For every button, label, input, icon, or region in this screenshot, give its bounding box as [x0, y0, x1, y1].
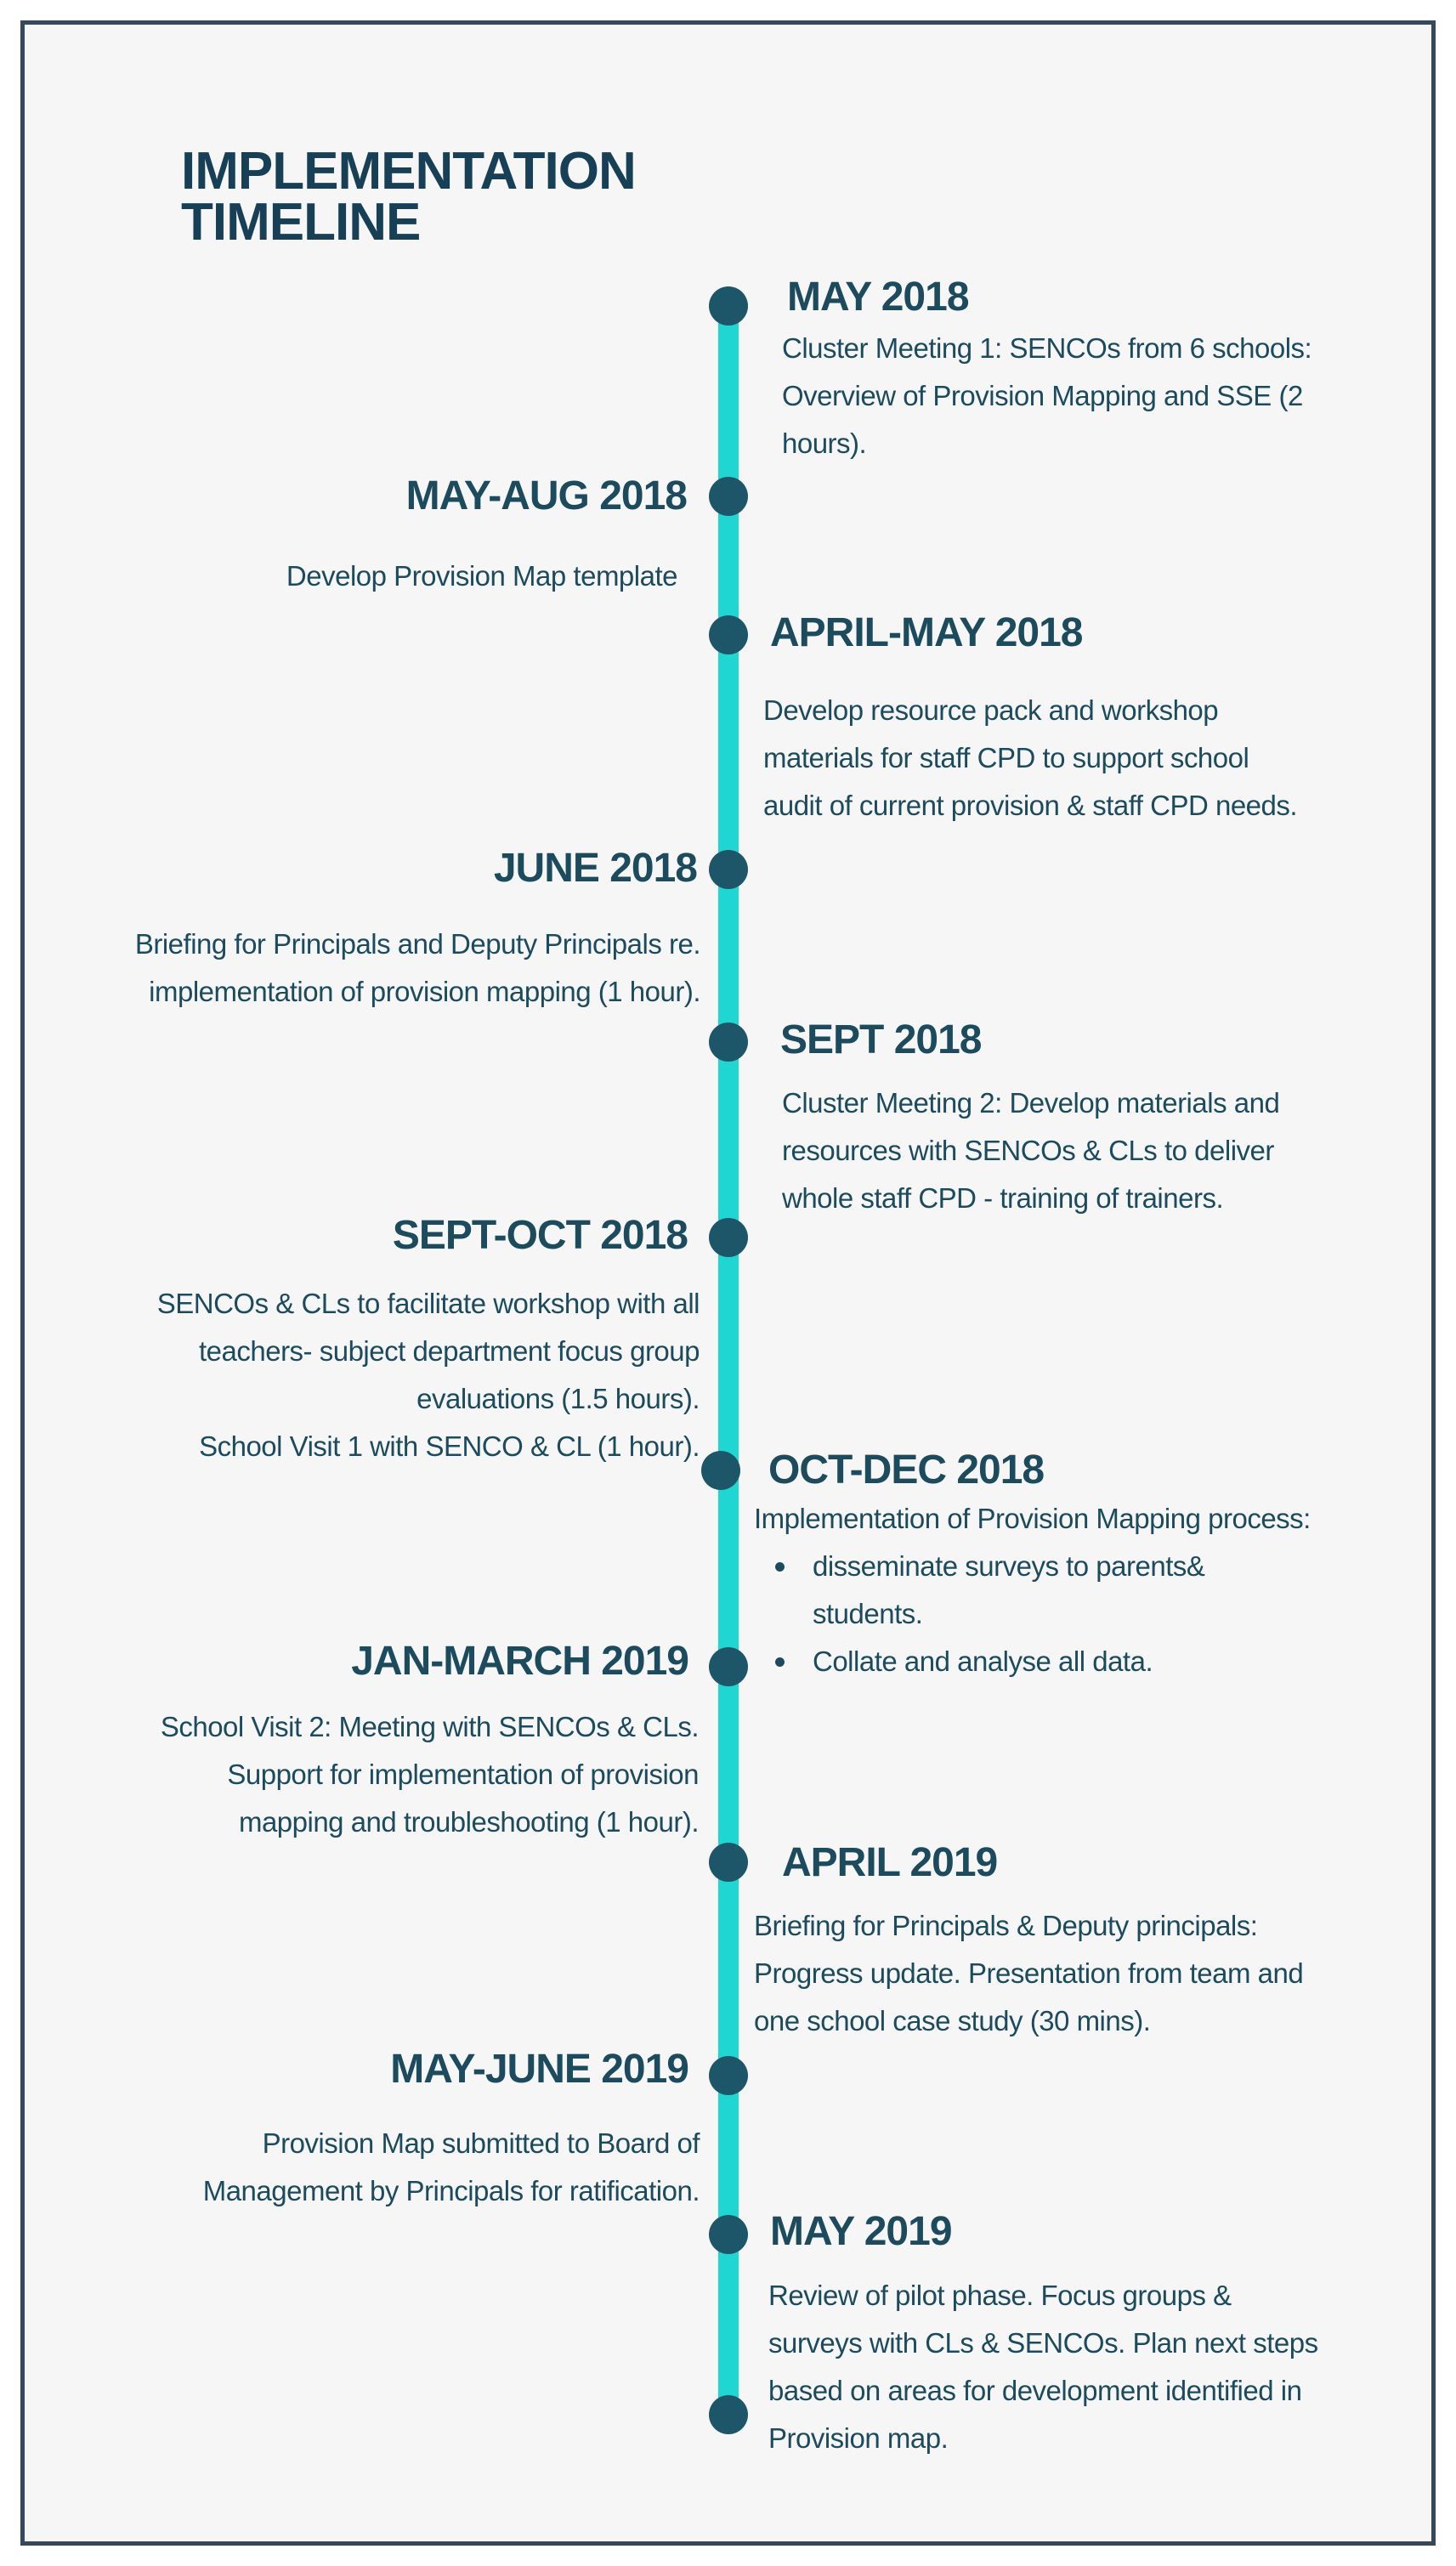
desc-line: whole staff CPD - training of trainers. — [782, 1182, 1224, 1214]
desc-line: materials for staff CPD to support school — [763, 742, 1249, 773]
event-date-may-aug-2018: MAY-AUG 2018 — [405, 473, 687, 518]
desc-line: Provision map. — [768, 2422, 949, 2454]
bullet-icon — [775, 1562, 785, 1572]
event-desc-sept-oct-2018 — [157, 1280, 700, 1470]
event-desc-oct-dec-2018 — [754, 1495, 1311, 1543]
event-date-may-2018: MAY 2018 — [787, 275, 969, 320]
title-line-2: TIMELINE — [181, 193, 421, 252]
timeline-dot — [709, 615, 748, 654]
desc-line: Develop Provision Map template — [286, 560, 677, 592]
event-desc-jan-march-2019 — [161, 1703, 699, 1846]
desc-line: implementation of provision mapping (1 hour). — [149, 976, 700, 1007]
timeline-dot — [709, 286, 748, 326]
event-date-may-june-2019: MAY-JUNE 2019 — [390, 2047, 688, 2092]
desc-line: Support for implementation of provision — [227, 1759, 699, 1790]
desc-line: Briefing for Principals & Deputy principals: — [754, 1910, 1258, 1941]
desc-line: Overview of Provision Mapping and SSE (2 — [782, 380, 1303, 411]
event-desc-may-2019 — [768, 2272, 1318, 2462]
page-title — [181, 142, 776, 252]
desc-line: Implementation of Provision Mapping process: — [754, 1503, 1311, 1534]
event-date-june-2018: JUNE 2018 — [493, 846, 697, 891]
timeline-dot — [709, 477, 748, 516]
desc-line: one school case study (30 mins). — [754, 2005, 1151, 2036]
desc-line: SENCOs & CLs to facilitate workshop with all — [156, 1288, 700, 1319]
event-desc-sept-2018 — [782, 1079, 1279, 1222]
timeline-dot — [709, 1647, 748, 1686]
bullet-line: Collate and analyse all data. — [813, 1646, 1153, 1677]
event-date-sept-oct-2018: SEPT-OCT 2018 — [392, 1213, 688, 1258]
event-date-april-2019: APRIL 2019 — [782, 1840, 998, 1885]
desc-line: Review of pilot phase. Focus groups & — [768, 2280, 1232, 2311]
desc-line: resources with SENCOs & CLs to deliver — [782, 1135, 1274, 1166]
event-desc-may-2018 — [782, 325, 1312, 467]
bullet-line: students. — [813, 1598, 923, 1629]
desc-line: hours). — [782, 428, 867, 459]
desc-line: Cluster Meeting 1: SENCOs from 6 schools: — [782, 332, 1312, 364]
bullet-line: disseminate surveys to parents& — [813, 1550, 1205, 1582]
timeline-dot — [709, 1022, 748, 1062]
bullet-icon — [775, 1657, 785, 1667]
timeline-dot — [709, 2215, 748, 2254]
desc-line: Briefing for Principals and Deputy Principals re. — [134, 928, 700, 960]
timeline-dot — [701, 1451, 740, 1490]
desc-line: Provision Map submitted to Board of — [262, 2127, 700, 2159]
timeline-dot — [709, 850, 748, 889]
event-date-oct-dec-2018: OCT-DEC 2018 — [768, 1447, 1045, 1493]
list-item — [813, 1638, 1204, 1685]
timeline-dot — [709, 2056, 748, 2095]
event-date-jan-march-2019: JAN-MARCH 2019 — [351, 1639, 688, 1684]
timeline-dot — [709, 2395, 748, 2434]
event-date-sept-2018: SEPT 2018 — [780, 1017, 982, 1062]
desc-line: Management by Principals for ratification. — [202, 2175, 700, 2206]
desc-line: teachers- subject department focus group — [198, 1335, 700, 1367]
desc-line: Progress update. Presentation from team and — [754, 1957, 1304, 1989]
event-date-may-2019: MAY 2019 — [770, 2209, 952, 2254]
desc-line: surveys with CLs & SENCOs. Plan next steps — [768, 2327, 1318, 2359]
desc-line: School Visit 1 with SENCO & CL (1 hour). — [199, 1430, 700, 1462]
desc-line: School Visit 2: Meeting with SENCOs & CLs. — [160, 1711, 699, 1742]
title-line-1: IMPLEMENTATION — [181, 142, 636, 201]
desc-line: audit of current provision & staff CPD needs. — [763, 790, 1298, 821]
event-desc-may-june-2019 — [203, 2120, 700, 2215]
event-desc-may-aug-2018 — [286, 552, 677, 600]
desc-line: Cluster Meeting 2: Develop materials and — [782, 1087, 1280, 1119]
desc-line: based on areas for development identified in — [768, 2375, 1302, 2406]
desc-line: mapping and troubleshooting (1 hour). — [238, 1806, 699, 1838]
event-desc-april-may-2018 — [763, 687, 1297, 830]
timeline-dot — [709, 1843, 748, 1882]
event-desc-june-2018 — [135, 920, 700, 1016]
list-item — [813, 1543, 1204, 1638]
desc-line: Develop resource pack and workshop — [763, 694, 1219, 726]
timeline-dot — [709, 1218, 748, 1257]
desc-line: evaluations (1.5 hours). — [416, 1383, 700, 1414]
oct-dec-bullet-list — [813, 1543, 1204, 1685]
event-desc-april-2019 — [754, 1902, 1303, 2045]
event-date-april-may-2018: APRIL-MAY 2018 — [770, 610, 1083, 655]
